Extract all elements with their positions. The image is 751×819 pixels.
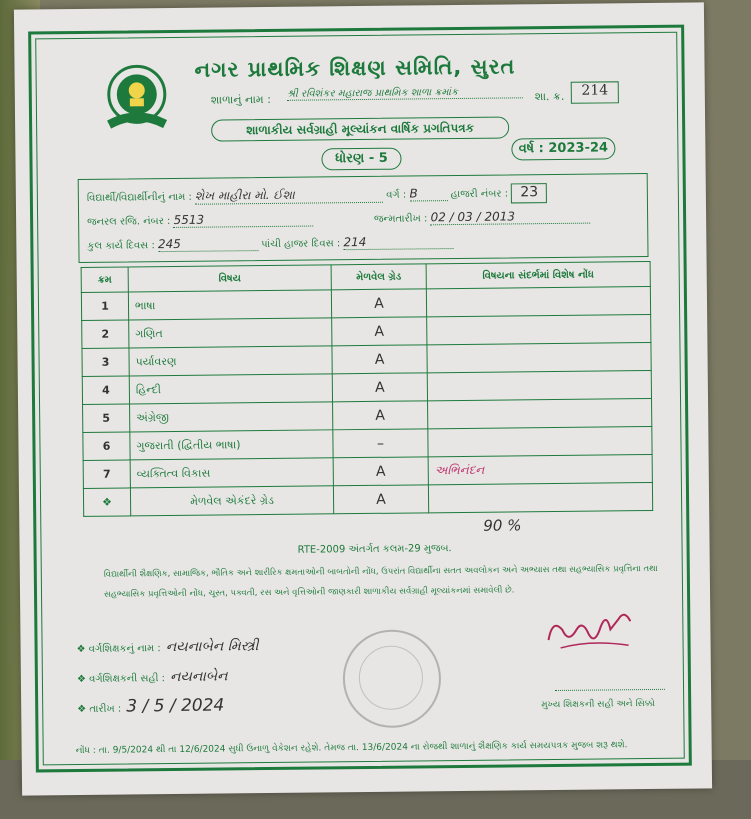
dob-label: જન્મતારીખ : (373, 213, 428, 225)
evaluation-paragraph: વિદ્યાર્થીની શૈક્ષણિક, સામાજિક, ભૌતિક અને શારીરિક ક્ષમતાઓની બાબતોની નોંધ, ઉપરાંત વિદ્યાર્થીના સતત અવલોકન અને અભ્યાસ તથા સહભ્યાસિક પ્રવૃત્તિના તથા સહભ્યાસિક પ્રવૃત્તિઓની નોંધ, ચૂસ્ત, પક્વતી, રસ અને વૃત્તિઓની જાણકારી શાળાકીય સર્વગ્રાહી મૂલ્યાંકનમાં સમાવેલી છે. (103, 563, 658, 600)
student-name-value: શેખ માહીરા મો. ઈશા (195, 187, 383, 205)
col-header-no: ક્રમ (81, 267, 128, 292)
report-title: શાળાકીય સર્વગ્રાહી મૂલ્યાંકન વાર્ષિક પ્રગતિપત્રક (211, 116, 509, 141)
roll-number-label: હાજરી નંબર : (450, 188, 509, 201)
roll-number-value: 23 (511, 183, 547, 203)
org-title: નગર પ્રાથમિક શિક્ષણ સમિતિ, સુરત (194, 54, 516, 82)
remark-cell (427, 342, 651, 372)
teacher-name-label: ❖ વર્ગશિક્ષકનું નામ : (76, 643, 161, 656)
student-info-box (78, 173, 649, 263)
date-label: ❖ તારીખ : (77, 703, 122, 716)
row-number: 3 (82, 348, 129, 376)
teacher-name-value: નયનાબેન મિસ્ત્રી (165, 638, 259, 656)
division-label: વર્ગ : (386, 189, 407, 201)
gr-number-value: 5513 (173, 212, 313, 228)
committee-logo (96, 64, 177, 131)
attendance-row (87, 234, 453, 253)
grade-cell: A (333, 401, 428, 430)
student-name-label: વિદ્યાર્થી/વિદ્યાર્થીનીનું નામ : (86, 191, 192, 204)
remark-cell (428, 398, 652, 428)
remark-cell (427, 314, 651, 344)
remark-cell (428, 426, 652, 456)
subject-cell: પર્યાવરણ (129, 346, 332, 376)
grade-cell: A (331, 289, 426, 318)
working-days-label: કુલ કાર્ય દિવસ : (87, 240, 155, 252)
grade-cell: A (332, 373, 427, 402)
grade-cell: – (333, 429, 428, 458)
teacher-signature: નયનાબેન (169, 668, 228, 686)
row-number: 7 (83, 460, 130, 488)
date-row (77, 695, 224, 717)
student-name-row (87, 183, 548, 208)
school-name-value: શ્રી રવિશંકર મહારાજ પ્રાથમિક શાળા ક્રમાંક (287, 86, 523, 100)
register-row (87, 209, 591, 229)
teacher-name-row (76, 635, 258, 656)
gr-number-label: જનરલ રજિ. નંબર : (87, 216, 171, 228)
percentage: 90 % (483, 516, 522, 535)
working-days-value: 245 (158, 236, 258, 252)
division-value: B (409, 186, 447, 201)
school-number-value: 214 (571, 81, 619, 104)
remark-cell (427, 370, 651, 400)
overall-grade-label: મેળવેલ એકંદરે ગ્રેડ (130, 486, 333, 516)
standard-label: ધોરણ - 5 (321, 148, 401, 171)
remark-cell (426, 286, 650, 316)
col-header-grade: મેળવેલ ગ્રેડ (331, 264, 426, 290)
subject-cell: ભાષા (128, 290, 331, 320)
col-header-subject: વિષય (128, 265, 331, 292)
academic-year: વર્ષ : 2023-24 (511, 137, 615, 160)
row-number: 6 (83, 432, 130, 460)
subject-cell: વ્યક્તિત્વ વિકાસ (130, 458, 333, 488)
subject-cell: ગુજરાતી (દ્વિતીય ભાષા) (130, 430, 333, 460)
remark-cell: અભિનંદન (428, 454, 652, 484)
rte-note: RTE-2009 અંતર્ગત કલમ-29 મુજબ. (297, 543, 452, 556)
report-card-paper (14, 2, 712, 795)
grade-cell: A (332, 317, 427, 346)
grade-cell: A (332, 345, 427, 374)
present-days-value: 214 (343, 234, 453, 250)
school-stamp (342, 629, 441, 728)
row-number: 2 (82, 320, 129, 348)
present-days-label: પાંચી હાજર દિવસ : (261, 238, 341, 251)
overall-grade-value: A (333, 485, 428, 514)
overall-remark-cell (428, 482, 652, 512)
principal-sign-label: મુખ્ય શિક્ષકની સહી અને સિક્કો (541, 698, 656, 711)
vacation-note: નોંધ : તા. 9/5/2024 થી તા 12/6/2024 સુધી ઉનાળુ વેકેશન રહેશે. તેમજ તા. 13/6/2024 ના રોજથી શાળાનું શૈક્ષણિક કાર્ય સમયપત્રક મુજબ શરૂ થશે. (75, 740, 628, 757)
col-header-remark: વિષયના સંદર્ભમાં વિશેષ નોંધ (426, 261, 650, 288)
school-name-label: શાળાનું નામ : (210, 92, 271, 107)
grades-table (81, 261, 654, 517)
dob-value: 02 / 03 / 2013 (430, 209, 590, 226)
subject-cell: હિન્દી (129, 374, 332, 404)
school-number-label: શા. ક્ર. (534, 89, 565, 104)
subject-cell: ગણિત (129, 318, 332, 348)
teacher-sign-label: ❖ વર્ગશિક્ષકની સહી : (76, 673, 166, 686)
row-number: 5 (83, 404, 130, 432)
date-value: 3 / 5 / 2024 (126, 695, 225, 717)
row-number: 4 (82, 376, 129, 404)
principal-signature (540, 599, 641, 660)
overall-grade-row (83, 482, 652, 516)
overall-marker: ❖ (83, 488, 130, 516)
grade-cell: A (333, 457, 428, 486)
teacher-sign-row (77, 665, 228, 686)
subject-cell: અંગ્રેજી (130, 402, 333, 432)
row-number: 1 (81, 292, 128, 320)
